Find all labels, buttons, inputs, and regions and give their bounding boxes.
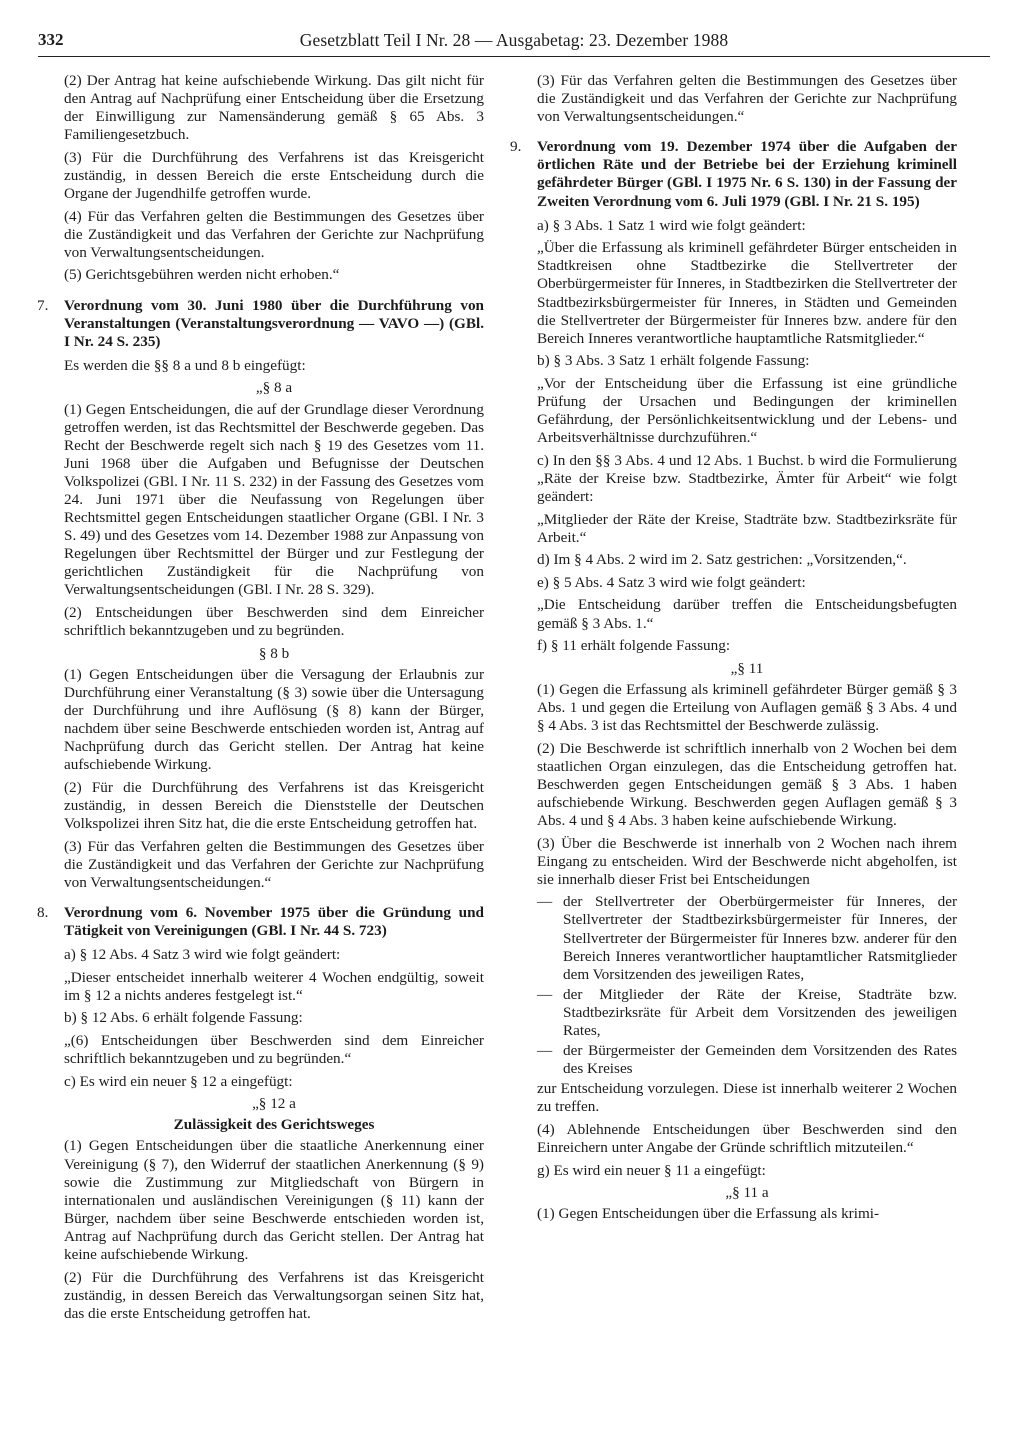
page-number: 332 xyxy=(38,30,64,49)
paragraph: d) Im § 4 Abs. 2 wird im 2. Satz gestrichen: „Vorsitzenden,“. xyxy=(537,551,907,569)
paragraph: (2) Der Antrag hat keine aufschiebende Wirkung. Das gilt nicht für den Antrag auf Nachprüfung einer Entscheidung über die Ersetzung der Einwilligung zur Namensänderung gemäß § 65 Abs. 3 Familiengesetzbuch. xyxy=(64,72,484,144)
paragraph: (3) Für die Durchführung des Verfahrens ist das Kreisgericht zuständig, in dessen Bereich die erste Entscheidung durch die Organe der Jugendhilfe getroffen wurde. xyxy=(64,148,484,203)
paragraph: (3) Über die Beschwerde ist innerhalb von 2 Wochen nach ihrem Eingang zu entscheiden. Wird der Beschwerde nicht abgeholfen, ist sie innerhalb dieser Frist bei Entscheidungen xyxy=(537,834,957,888)
header-rule xyxy=(38,56,990,57)
running-head: Gesetzblatt Teil I Nr. 28 — Ausgabetag: 23. Dezember 1988 xyxy=(299,30,729,50)
dash-item xyxy=(537,1042,957,1078)
dash-marker: — xyxy=(537,1042,553,1060)
paragraph-heading: § 8 b xyxy=(258,644,290,662)
paragraph: „Die Entscheidung darüber treffen die Entscheidungsbefugten gemäß § 3 Abs. 1.“ xyxy=(537,596,957,632)
paragraph: (1) Gegen die Erfassung als kriminell gefährdeter Bürger gemäß § 3 Abs. 1 und gegen die Erteilung von Auflagen gemäß § 3 Abs. 4 und § 4 Abs. 3 ist das Rechtsmittel der Beschwerde zulässig. xyxy=(537,680,957,734)
paragraph: (5) Gerichtsgebühren werden nicht erhoben.“ xyxy=(64,266,340,284)
paragraph-heading: „§ 8 a xyxy=(255,379,293,397)
paragraph-subheading: Zulässigkeit des Gerichtsweges xyxy=(173,1116,375,1134)
paragraph: (1) Gegen Entscheidungen über die Erfassung als krimi- xyxy=(537,1205,880,1223)
paragraph: c) In den §§ 3 Abs. 4 und 12 Abs. 1 Buchst. b wird die Formulierung „Räte der Kreise bzw. Stadtbezirke, Ämter für Arbeit“ wie folgt geändert: xyxy=(537,451,957,505)
right-column xyxy=(510,72,957,1228)
paragraph: b) § 3 Abs. 3 Satz 1 erhält folgende Fassung: xyxy=(537,352,810,370)
paragraph: (1) Gegen Entscheidungen über die Versagung der Erlaubnis zur Durchführung einer Veranstaltung (§ 3) sowie über die Untersagung der Durchführung und ihre Auflösung (§ 8) kann der Bürger, nachdem über seine Beschwerde entschieden worden ist, Antrag auf Nachprüfung durch das Gericht stellen. Der Antrag hat keine aufschiebende Wirkung. xyxy=(64,665,484,774)
paragraph-heading: „§ 11 xyxy=(730,659,764,677)
paragraph-heading: „§ 12 a xyxy=(252,1095,296,1113)
paragraph: „Über die Erfassung als kriminell gefährdeter Bürger entscheiden in Stadtkreisen ohne Stadtbezirke die Stellvertreter der Oberbürgermeister für Inneres, in Stadtbezirken die Stellvertreter der Stadtbezirksbürgermeister für Inneres, in Städten und Gemeinden die Stellvertreter der Bürgermeister für Inneres bzw. andere für den Bereich Inneres verantwortliche hauptamtliche Ratsmitglieder.“ xyxy=(537,239,957,347)
section-8-heading xyxy=(37,903,484,940)
dash-marker: — xyxy=(537,985,553,1003)
dash-item-text: der Mitglieder der Räte der Kreise, Stadträte bzw. Stadtbezirksräte für Arbeit dem Vorsitzenden des jeweiligen Rates, xyxy=(563,985,957,1039)
paragraph: „Vor der Entscheidung über die Erfassung ist eine gründliche Prüfung der Ursachen und Bedingungen der kriminellen Gefährdung, der Persönlichkeitsentwicklung und der Lebens- und Arbeitsverhältnisse durchzuführen.“ xyxy=(537,374,957,447)
section-7-heading xyxy=(37,296,484,351)
paragraph: Es werden die §§ 8 a und 8 b eingefügt: xyxy=(64,356,306,374)
paragraph: b) § 12 Abs. 6 erhält folgende Fassung: xyxy=(64,1009,303,1027)
dash-item xyxy=(537,893,957,983)
paragraph: (2) Für die Durchführung des Verfahrens ist das Kreisgericht zuständig, in dessen Bereich das Verwaltungsorgan seinen Sitz hat, das die erste Entscheidung getroffen hat. xyxy=(64,1268,484,1322)
dash-item-text: der Bürgermeister der Gemeinden dem Vorsitzenden des Rates des Kreises xyxy=(563,1042,957,1078)
section-number: 9. xyxy=(510,138,522,156)
page-header xyxy=(38,30,990,56)
paragraph: „Mitglieder der Räte der Kreise, Stadträte bzw. Stadtbezirksräte für Arbeit.“ xyxy=(537,510,957,546)
paragraph: (2) Für die Durchführung des Verfahrens ist das Kreisgericht zuständig, in dessen Bereich die Dienststelle der Deutschen Volkspolizei ihren Sitz hat, die die erste Entscheidung getroffen hat. xyxy=(64,778,484,833)
section-9-heading xyxy=(510,138,957,210)
paragraph: „Dieser entscheidet innerhalb weiterer 4 Wochen endgültig, soweit im § 12 a nichts anderes festgelegt ist.“ xyxy=(64,968,484,1004)
paragraph: (2) Entscheidungen über Beschwerden sind dem Einreicher schriftlich bekanntzugeben und zu begründen. xyxy=(64,604,484,640)
paragraph: (1) Gegen Entscheidungen über die staatliche Anerkennung einer Vereinigung (§ 7), den Widerruf der staatlichen Anerkennung (§ 9) sowie die Zustimmung zur Mitgliedschaft von Bürgern in internationalen und ausländischen Vereinigungen (§ 11) kann der Bürger, nachdem über seine Beschwerde entschieden worden ist, Antrag auf Nachprüfung durch das Gericht stellen. Der Antrag hat keine aufschiebende Wirkung. xyxy=(64,1137,484,1264)
paragraph: (1) Gegen Entscheidungen, die auf der Grundlage dieser Verordnung getroffen werden, ist das Rechtsmittel der Beschwerde gegeben. Das Recht der Beschwerde regelt sich nach § 19 des Gesetzes vom 11. Juni 1968 über die Aufgaben und Befugnisse der Deutschen Volkspolizei (GBl. I Nr. 11 S. 232) in der Fassung des Gesetzes vom 24. Juni 1971 über die Neufassung von Regelungen über Rechtsmittel gegen Entscheidungen staatlicher Organe (GBl. I Nr. 3 S. 49) und des Gesetzes vom 14. Dezember 1988 zur Anpassung von Regelungen über Rechtsmittel der Bürger und zur Festlegung der gerichtlichen Zuständigkeit für die Nachprüfung von Verwaltungsentscheidungen (GBl. I Nr. 28 S. 329). xyxy=(64,400,484,599)
section-title: Verordnung vom 19. Dezember 1974 über die Aufgaben der örtlichen Räte und der Betriebe bei der Erziehung kriminell gefährdeter Bürger (GBl. I 1975 Nr. 6 S. 130) in der Fassung der Zweiten Verordnung vom 6. Juli 1979 (GBl. I Nr. 21 S. 195) xyxy=(537,138,957,210)
paragraph: (4) Für das Verfahren gelten die Bestimmungen des Gesetzes über die Zuständigkeit und das Verfahren der Gerichte zur Nachprüfung von Verwaltungsentscheidungen. xyxy=(64,207,484,261)
paragraph: zur Entscheidung vorzulegen. Diese ist innerhalb weiterer 2 Wochen zu treffen. xyxy=(537,1080,957,1116)
paragraph: f) § 11 erhält folgende Fassung: xyxy=(537,637,731,655)
left-column xyxy=(37,72,484,1327)
section-title: Verordnung vom 30. Juni 1980 über die Durchführung von Veranstaltungen (Veranstaltungsverordnung — VAVO —) (GBl. I Nr. 24 S. 235) xyxy=(64,296,484,350)
section-number: 8. xyxy=(37,903,49,921)
paragraph: e) § 5 Abs. 4 Satz 3 wird wie folgt geändert: xyxy=(537,573,806,591)
dash-item xyxy=(537,986,957,1040)
section-title: Verordnung vom 6. November 1975 über die Gründung und Tätigkeit von Vereinigungen (GBl. I Nr. 44 S. 723) xyxy=(64,903,484,940)
section-number: 7. xyxy=(37,296,49,314)
paragraph: a) § 3 Abs. 1 Satz 1 wird wie folgt geändert: xyxy=(537,216,806,234)
paragraph: g) Es wird ein neuer § 11 a eingefügt: xyxy=(537,1161,766,1179)
paragraph: (2) Die Beschwerde ist schriftlich innerhalb von 2 Wochen bei dem staatlichen Organ einzulegen, das die Entscheidung getroffen hat. Beschwerden gegen Entscheidungen gemäß § 3 Abs. 1 haben aufschiebende Wirkung. Beschwerden gegen Auflagen gemäß § 3 Abs. 4 und § 4 Abs. 3 haben keine aufschiebende Wirkung. xyxy=(537,739,957,829)
paragraph: c) Es wird ein neuer § 12 a eingefügt: xyxy=(64,1072,293,1090)
paragraph: (3) Für das Verfahren gelten die Bestimmungen des Gesetzes über die Zuständigkeit und das Verfahren der Gerichte zur Nachprüfung von Verwaltungsentscheidungen.“ xyxy=(64,837,484,891)
paragraph: (4) Ablehnende Entscheidungen über Beschwerden sind den Einreichern unter Angabe der Gründe schriftlich mitzuteilen.“ xyxy=(537,1120,957,1157)
dash-item-text: der Stellvertreter der Oberbürgermeister für Inneres, der Stellvertreter der Stadtbezirksbürgermeister für Inneres, der Stellvertreter der Bürgermeister für Inneres bzw. anderer für den Bereich Inneres verantwortlicher hauptamtlicher Ratsmitglieder dem Vorsitzenden des jeweiligen Rates, xyxy=(563,893,957,983)
paragraph: (3) Für das Verfahren gelten die Bestimmungen des Gesetzes über die Zuständigkeit und das Verfahren der Gerichte zur Nachprüfung von Verwaltungsentscheidungen.“ xyxy=(537,72,957,126)
dash-marker: — xyxy=(537,893,553,911)
paragraph-heading: „§ 11 a xyxy=(725,1184,769,1202)
paragraph: a) § 12 Abs. 4 Satz 3 wird wie folgt geändert: xyxy=(64,946,341,964)
paragraph: „(6) Entscheidungen über Beschwerden sind dem Einreicher schriftlich bekanntzugeben und zu begründen.“ xyxy=(64,1032,484,1068)
